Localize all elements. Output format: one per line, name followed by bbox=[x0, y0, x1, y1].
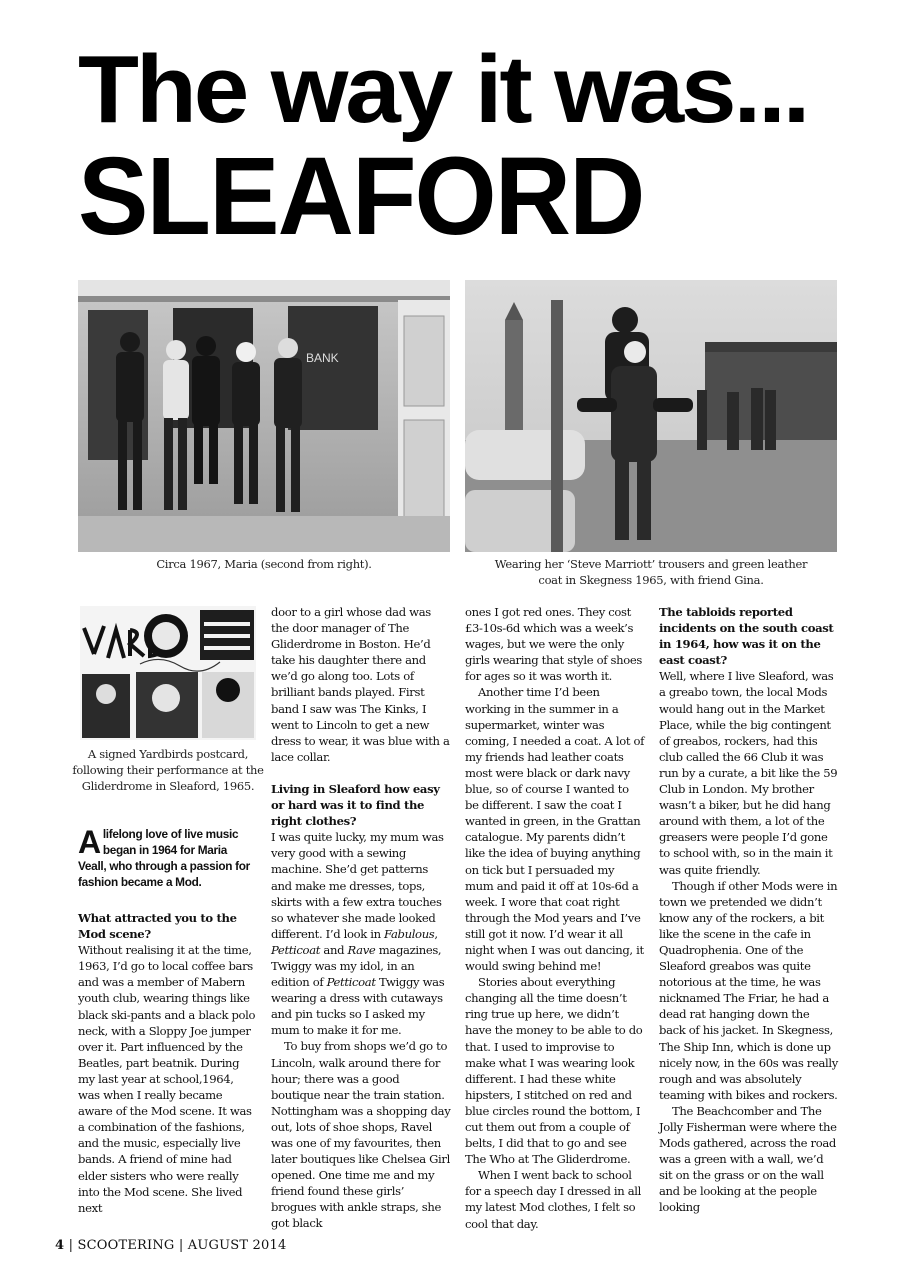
article-column-2 bbox=[271, 604, 451, 1232]
question-1: What attracted you to the Mod scene? bbox=[78, 911, 237, 942]
caption-left-photo: Circa 1967, Maria (second from right). bbox=[156, 557, 372, 571]
answer-2-paragraph-2: To buy from shops we’d go to Lincoln, walk around there for hour; there was a good boutique near the train station. Nottingham was a shopping day out, lots of shoe shops, Ravel was one of my favourites, then later boutiques like Chelsea Girl opened. One time me and my friend found these girls’ brogues with ankle straps, she got black bbox=[271, 1039, 451, 1231]
postcard-illustration bbox=[80, 606, 256, 740]
bank-sign: BANK bbox=[306, 351, 339, 365]
answer-2-paragraph-3: ones I got red ones. They cost £3-10s-6d which was a week’s wages, but we were the only girls wearing that style of shoes for ages so it was worth it. bbox=[465, 605, 642, 684]
answer-3-paragraph-3: The Beachcomber and The Jolly Fisherman were where the Mods gathered, across the road was a green with a wall, we’d sit on the grass or on the wall and be looking at the people looking bbox=[659, 1103, 837, 1215]
answer-2-paragraph-5: Stories about everything changing all the time doesn’t ring true up here, we didn’t have the money to be able to do that. I used to improvise to make what I was wearing look different. I had these white hipsters, I stitched on red and blue circles round the bottom, I cut them out from a couple of belts, I did that to go and see The Who at The Gliderdrome. bbox=[465, 975, 643, 1167]
caption-postcard-line-2: following their performance at the bbox=[72, 763, 264, 777]
answer-3-paragraph-2: Though if other Mods were in town we pretended we didn’t know any of the rockers, a bit like the scene in the cafe in Quadrophenia. One of the Sleaford greabos was quite notorious at the time, he was nicknamed The Friar, he had a dead rat hanging down the back of his jacket. In Skegness, The Ship Inn, which is done up nicely now, in the 60s was really rough and was absolutely teaming with bikes and rockers. bbox=[659, 878, 838, 1102]
answer-2-paragraph-6: When I went back to school for a speech day I dressed in all my latest Mod clothes, I felt so cool that day. bbox=[465, 1168, 641, 1231]
caption-postcard-line-3: Gliderdrome in Sleaford, 1965. bbox=[81, 779, 255, 793]
article-column-4 bbox=[659, 604, 839, 1216]
magazine-name: SCOOTERING bbox=[77, 1238, 175, 1253]
magazine-petticoat: Petticoat bbox=[271, 942, 321, 957]
issue-date: AUGUST 2014 bbox=[187, 1238, 287, 1253]
caption-right-line-2: coat in Skegness 1965, with friend Gina. bbox=[538, 573, 764, 587]
photo-yardbirds-postcard bbox=[80, 606, 256, 740]
headline-line-2: SLEAFORD bbox=[78, 135, 644, 258]
bank-scene-illustration bbox=[78, 280, 450, 552]
intro-text: lifelong love of live music began in 1964 for Maria Veall, who through a passion for fashion became a Mod. bbox=[78, 827, 250, 889]
photo-skegness bbox=[465, 280, 837, 552]
caption-postcard bbox=[66, 746, 270, 794]
caption-right-line-1: Wearing her ‘Steve Marriott’ trousers and green leather bbox=[494, 557, 808, 571]
article-column-3 bbox=[465, 604, 645, 1232]
intro-paragraph bbox=[78, 826, 256, 890]
headline-line-1: The way it was... bbox=[78, 36, 808, 143]
question-2: Living in Sleaford how easy or hard was it to find the right clothes? bbox=[271, 781, 440, 829]
question-3: The tabloids reported incidents on the south coast in 1964, how was it on the east coast? bbox=[659, 605, 834, 668]
photo-bank-group bbox=[78, 280, 450, 552]
page-number: 4 bbox=[55, 1238, 65, 1253]
magazine-petticoat-2: Petticoat bbox=[326, 975, 376, 990]
caption-postcard-line-1: A signed Yardbirds postcard, bbox=[87, 747, 249, 761]
caption-right-photo bbox=[465, 556, 837, 588]
answer-1-paragraph-2: door to a girl whose dad was the door manager of The Gliderdrome in Boston. He’d take his daughter there and we’d go along too. Lots of brilliant bands played. First band I saw was The Kinks, I went to Lincoln to get a new dress to wear, it was blue with a lace collar. bbox=[271, 605, 450, 764]
drop-cap: A bbox=[78, 824, 101, 860]
article-column-1 bbox=[78, 826, 256, 1216]
magazine-fabulous: Fabulous bbox=[384, 926, 435, 941]
answer-1-paragraph-1: Without realising it at the time, 1963, I’d go to local coffee bars and was a member of Mabern youth club, wearing things like black ski-pants and a black polo neck, with a Sloppy Joe jumper over it. Part influenced by the Beatles, part beatnik. During my last year at school,1964, was when I really became aware of the Mod scene. It was a combination of the fashions, and the music, especially live bands. A friend of mine had elder sisters who were really into the Mod scene. She lived next bbox=[78, 943, 256, 1215]
page-footer: 4 | SCOOTERING | AUGUST 2014 bbox=[55, 1238, 287, 1253]
answer-2-paragraph-1: I was quite lucky, my mum was very good with a sewing machine. She’d get patterns and make me dresses, tops, skirts with a few extra touches so whatever she made looked different. I’d look in Fabulous, Petticoat and Rave magazines, Twiggy was my idol, in an edition of Petticoat Twiggy was wearing a dress with cutaways and pin tucks so I asked my mum to make it for me. bbox=[271, 830, 445, 1038]
answer-3-paragraph-1: Well, where I live Sleaford, was a greabo town, the local Mods would hang out in the Market Place, while the big contingent of greabos, rockers, had this club called the 66 Club it was run by a curate, a bit like the 59 Club in London. My brother wasn’t a biker, but he did hang around with them, a lot of the greasers were people I’d gone to school with, so in the main it was quite friendly. bbox=[659, 669, 838, 877]
skegness-scene-illustration bbox=[465, 280, 837, 552]
answer-2-paragraph-4: Another time I’d been working in the summer in a supermarket, winter was coming, I needed a coat. A lot of my friends had leather coats most were black or dark navy blue, so of course I wanted to be different. I saw the coat I wanted in green, in the Grattan catalogue. My parents didn’t like the idea of buying anything on tick but I persuaded my mum and paid it off at 10s-6d a week. I wore that coat right through the Mod years and I’ve still got it now. I’d wear it all night when I was out dancing, it would swing behind me! bbox=[465, 685, 645, 974]
magazine-rave: Rave bbox=[347, 942, 376, 957]
